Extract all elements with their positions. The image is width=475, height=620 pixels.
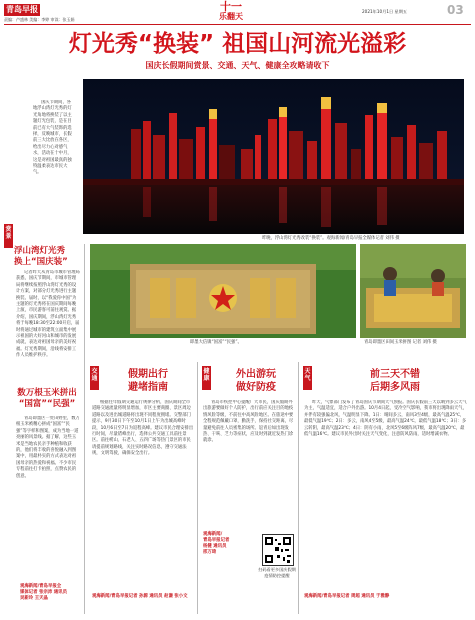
qr-caption: 扫码看更多国庆假期疫情防控提醒 xyxy=(258,567,296,578)
editor-line: 责编：卢盛林 美编：李婷 审读：张玉娟 xyxy=(4,17,75,22)
story3-title-line1: 假期出行 xyxy=(128,369,168,380)
story2-credit xyxy=(20,584,82,602)
headline: 灯光秀“换装” 祖国山河流光溢彩 xyxy=(68,31,407,57)
qr-code-icon xyxy=(263,535,293,565)
story4-title-line2: 做好防疫 xyxy=(236,382,276,393)
story1-title-line2: 换上“国庆装” xyxy=(14,257,68,267)
section-tab-traffic: 交通 xyxy=(90,366,99,390)
light-show-photo-svg xyxy=(83,79,464,234)
story1-title xyxy=(14,246,78,268)
story2-title xyxy=(12,388,82,410)
subheadline: 国庆长假期间赏景、交通、天气、健康全攻略请收下 xyxy=(145,61,330,70)
story3-title-line2: 避堵指南 xyxy=(128,382,168,393)
story4-credit-line2: 青岛早报记者 xyxy=(203,538,230,543)
story4-body: 青岛市疾控中心提醒广大市民，国庆假期外出旅游要做好个人防护，出行前应关注目的地疫情风险等级，不前往中高风险地区。在旅途中要全程规范佩戴口罩，勤洗手，保持社交距离，尽量避免前往人员密集的场所。返青后如出现发热、干咳、乏力等症状，应及时到就近发热门诊就诊。 xyxy=(203,400,294,444)
lead-text: 国庆节期间，各地浮山湾灯光秀的灯光角地将换装了以主题灯光包装，是在目前已有大气装饰的选择，反映城市，长假前三大比放在各区，给出尽力心对感气水，活动在十中月，这是对祖国最真的独特温柔表达市民大气。 xyxy=(33,100,72,176)
story4-title xyxy=(218,368,294,394)
issue-date: 2021年10月1日 星期五 xyxy=(362,9,408,14)
qr-code[interactable] xyxy=(262,534,294,566)
mid-divider-2 xyxy=(298,362,299,614)
corn-closeup-photo-svg xyxy=(360,244,466,338)
story4-credit-line4: 邢万琦 xyxy=(203,550,217,555)
story2-credit-line3: 吴新玲 王天晶 xyxy=(20,596,48,601)
banner-line2: 乐翻天 xyxy=(219,12,243,21)
section-tab-scenery: 赏景 xyxy=(4,224,13,248)
story1-body: 记者昨天从青岛市城市管理局获悉，国庆节期间，市城市管理局将继续按照浮山湾灯光秀的设计方案，对部分灯光秀进行主题换装。届时，以“我爱你中国”为主题的灯光秀将在国庆期间每晚上演，市民游客可前往观赏。据介绍，国庆期间，浮山湾灯光秀将于每晚18:30至22:00开启，届时将通过城市的建筑立面集中展示祖国的大好河山和城市的发展成就，表达对祖国母亲的美好祝福。灯光秀期间，沿线将安排工作人员维护秩序。 xyxy=(16,270,80,359)
story2-credit-line1: 观海新闻/青岛早报全 xyxy=(20,584,62,589)
story4-credit xyxy=(203,532,259,556)
story5-body: 昨天，气象部门发布了青岛国庆节期间天气预报。国庆长假前三天以晴到多云天气为主，气温适宜，适合户外出游。10月4日起，受冷空气影响，我市将出现降雨天气，并伴有较强偏北风，气温明显下降。1日：晴间多云，南风3至4级，最高气温25℃，最低气温19℃；2日：多云，南风4至5级，最高气温24℃，最低气温18℃；3日：多云转阴，最高气温23℃；4日：阴有小雨，北风5至6级阵风7级，最高气温20℃，最低气温16℃。建议市民外出时关注天气变化，注意防风防雨，适时增减衣物。 xyxy=(304,400,467,438)
story5-title-line2: 后期多风雨 xyxy=(370,382,420,393)
story1-title-line1: 浮山湾灯光秀 xyxy=(14,246,66,256)
story2-credit-line2: 媒体记者 张宗沛 通讯员 xyxy=(20,590,67,595)
masthead xyxy=(0,0,475,24)
story2-title-line2: “国富”“民强” xyxy=(18,399,76,409)
story3-title xyxy=(108,368,188,394)
story5-title xyxy=(330,368,460,394)
closeup-photo-caption: 青岛即墨区田间玉米拼图 记者 刘伟 摄 xyxy=(364,340,437,345)
holiday-banner xyxy=(196,1,266,21)
light-show-photo xyxy=(83,79,464,234)
light-show-caption: 昨晚，浮山湾灯光秀改装“换装”。观海新闻/青岛早报全媒体记者 刘伟 摄 xyxy=(262,236,400,241)
story4-credit-line1: 观海新闻/ xyxy=(203,532,223,537)
section-tab-weather: 天气 xyxy=(303,366,312,390)
left-column-divider xyxy=(84,244,85,614)
story3-credit: 观海新闻/青岛早报记者 孙源 通讯员 赵谦 张小文 xyxy=(92,594,188,599)
story2-title-line1: 数万根玉米拼出 xyxy=(17,388,77,398)
story5-credit: 观海新闻/青岛早报记者 周超 通讯员 于雅静 xyxy=(304,594,390,599)
brand-logo: 青岛早报 xyxy=(6,5,38,14)
corn-closeup-photo xyxy=(360,244,466,338)
story2-body: 青岛即墨区一处田野里，数万根玉米被精心拼成“国富”“民强”等字样和图案，成为当地一道亮丽的风景线。据了解，这些玉米是当地农民亲手种植和收获的，他们将丰收的喜悦融入到图案中，用最朴实的方式表达对祖国母亲的热爱和祝福。不少市民专程前往打卡拍照，点赞农民的创意。 xyxy=(16,416,80,479)
corn-field-photo xyxy=(90,244,356,338)
page-number: 03 xyxy=(447,3,464,17)
story4-title-line1: 外出游玩 xyxy=(236,369,276,380)
story5-title-line1: 前三天不错 xyxy=(370,369,420,380)
corn-photo-caption: 即墨大信镇“国富”“民强”。 xyxy=(190,340,242,345)
corn-field-photo-svg xyxy=(90,244,356,338)
banner-line1: 十一 xyxy=(220,0,242,13)
mid-divider-1 xyxy=(197,362,198,614)
masthead-rule xyxy=(4,24,471,25)
story4-credit-line3: 杨健 通讯员 xyxy=(203,544,227,549)
story3-body: 根据往年假期交通运行规律分析，国庆期间全市道路交通流量将明显增加，市区主要商圈、景区周边道路以及进出城道路将出现不同程度拥堵。交警部门提示，9月30日下午至10月1日上午为出城高峰时段，10月6日至7日为返程高峰。建议市民合理安排出行时间，尽量错峰出行，选择公共交通工具前往景区。前往崂山、石老人、五四广场等热门景区的市民请提前规划路线，关注实时路况信息，遵守交通法规，文明驾驶，确保安全出行。 xyxy=(92,400,194,457)
section-tab-health: 健康 xyxy=(202,366,211,390)
